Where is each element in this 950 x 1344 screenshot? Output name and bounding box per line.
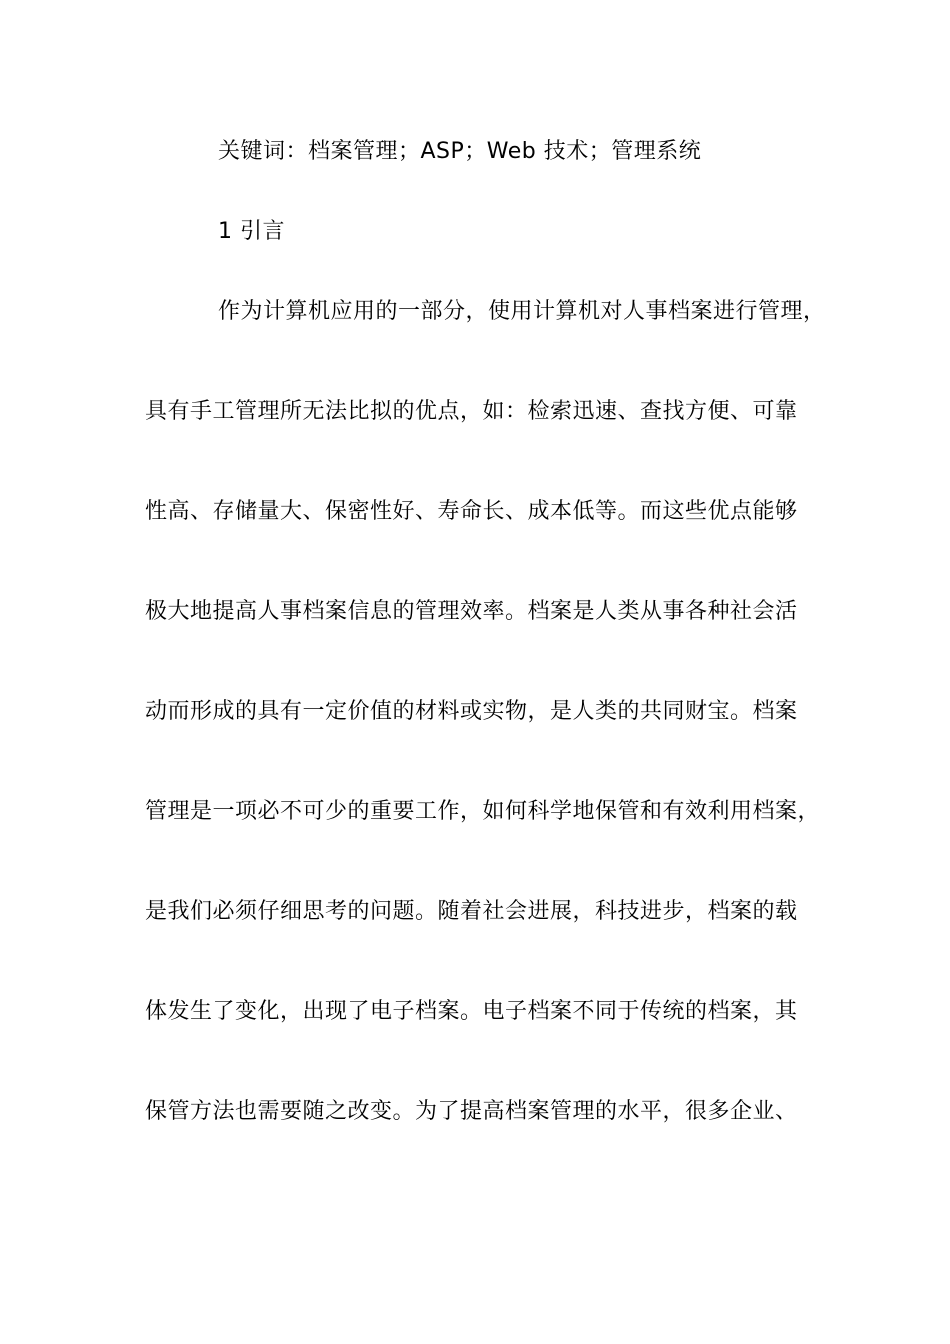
section-heading: 1 引言	[218, 219, 285, 244]
paragraph-line: 动而形成的具有一定价值的材料或实物，是人类的共同财宝。档案	[145, 699, 798, 724]
paragraph-line: 具有手工管理所无法比拟的优点，如：检索迅速、查找方便、可靠	[145, 399, 798, 424]
paragraph-line: 是我们必须仔细思考的问题。随着社会进展，科技进步，档案的载	[145, 899, 798, 924]
keywords-line: 关键词：档案管理；ASP；Web 技术；管理系统	[218, 139, 702, 164]
paragraph-line: 保管方法也需要随之改变。为了提高档案管理的水平，很多企业、	[145, 1099, 798, 1124]
paragraph-line: 性高、存储量大、保密性好、寿命长、成本低等。而这些优点能够	[145, 499, 798, 524]
paragraph-line: 极大地提高人事档案信息的管理效率。档案是人类从事各种社会活	[145, 599, 798, 624]
paragraph-line: 管理是一项必不可少的重要工作，如何科学地保管和有效利用档案，	[145, 799, 821, 824]
paragraph-line: 体发生了变化，出现了电子档案。电子档案不同于传统的档案，其	[145, 999, 798, 1024]
paragraph-line: 作为计算机应用的一部分，使用计算机对人事档案进行管理，	[218, 299, 826, 324]
